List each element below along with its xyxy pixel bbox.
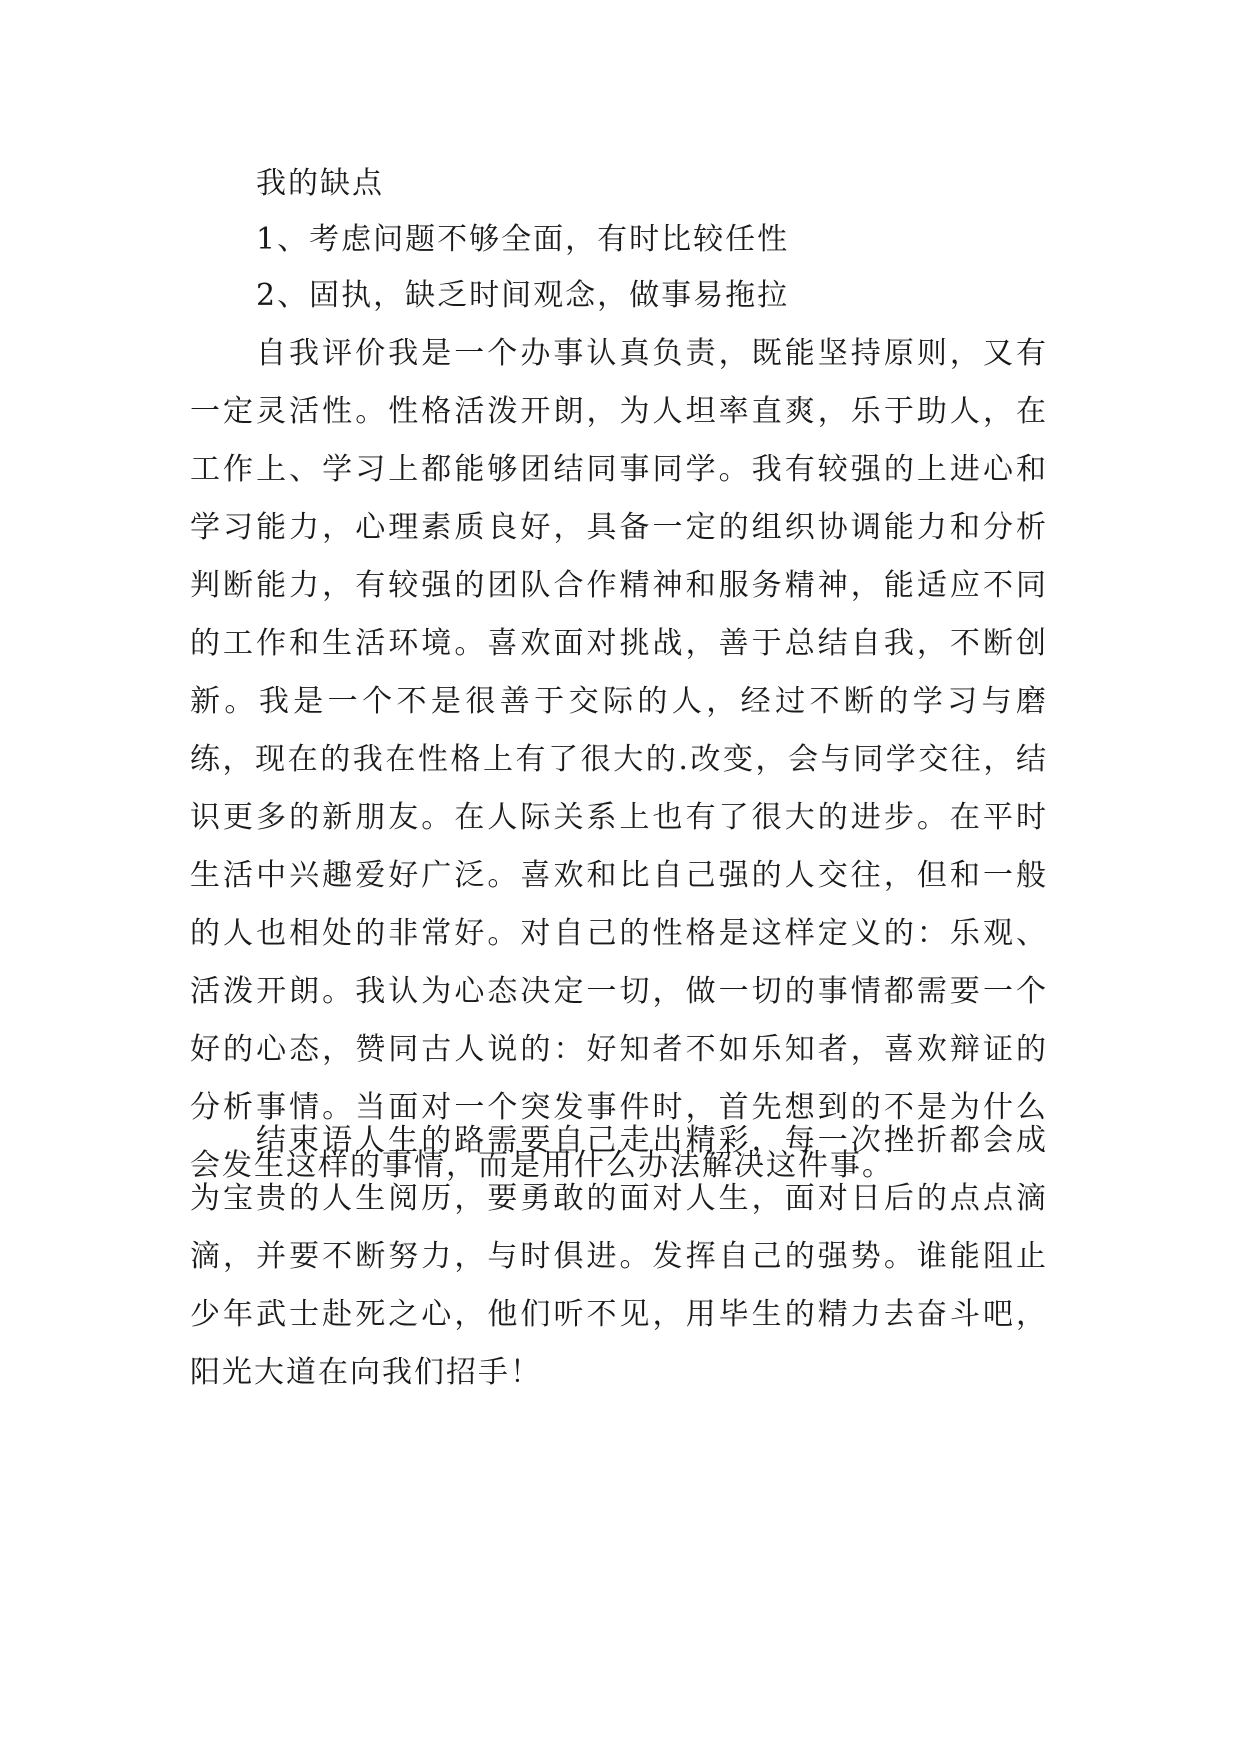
- self-evaluation-paragraph: 自我评价我是一个办事认真负责，既能坚持原则，又有一定灵活性。性格活泼开朗，为人坦率直爽，乐于助人，在工作上、学习上都能够团结同事同学。我有较强的上进心和学习能力，心理素质良好，具备一定的组织协调能力和分析判断能力，有较强的团队合作精神和服务精神，能适应不同的工作和生活环境。喜欢面对挑战，善于总结自我，不断创新。我是一个不是很善于交际的人，经过不断的学习与磨练，现在的我在性格上有了很大的.改变，会与同学交往，结识更多的新朋友。在人际关系上也有了很大的进步。在平时生活中兴趣爱好广泛。喜欢和比自己强的人交往，但和一般的人也相处的非常好。对自己的性格是这样定义的：乐观、活泼开朗。我认为心态决定一切，做一切的事情都需要一个好的心态，赞同古人说的：好知者不如乐知者，喜欢辩证的分析事情。当面对一个突发事件时，首先想到的不是为什么会发生这样的事情，而是用什么办法解决这件事。: [190, 336, 1048, 1183]
- list-item: 2、固执，缺乏时间观念，做事易拖拉: [256, 278, 790, 313]
- section-heading: 我的缺点: [256, 166, 384, 201]
- conclusion-paragraph: 结束语人生的路需要自己走出精彩，每一次挫折都会成为宝贵的人生阅历，要勇敢的面对人生，面对日后的点点滴滴，并要不断努力，与时俱进。发挥自己的强势。谁能阻止少年武士赴死之心，他们听不见，用毕生的精力去奋斗吧，阳光大道在向我们招手！: [190, 1123, 1048, 1390]
- list-item: 1、考虑问题不够全面，有时比较任性: [256, 222, 790, 257]
